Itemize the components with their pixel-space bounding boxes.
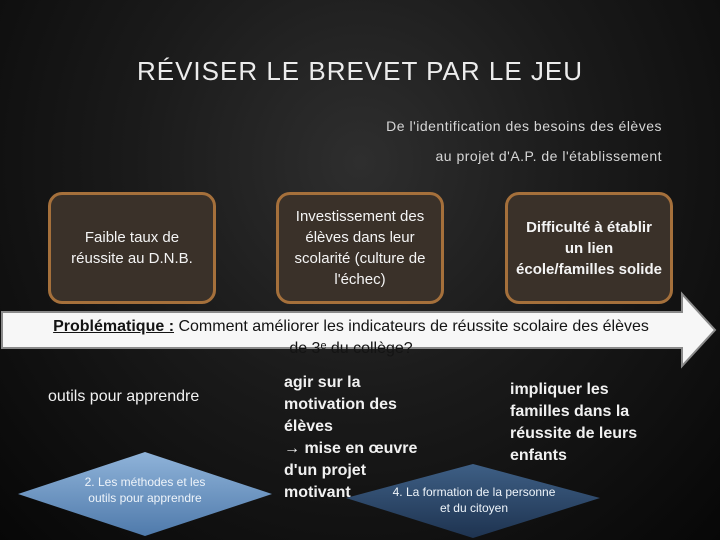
slide-title: RÉVISER LE BREVET PAR LE JEU (136, 56, 584, 86)
goal-motivation-line-5: d'un projet (284, 462, 367, 479)
goal-motivation-line-1: agir sur la (284, 374, 361, 391)
subtitle-line-1: De l'identification des besoins des élèves (386, 118, 662, 134)
problem-text-line-2: de 3ᵉ du collège? (289, 340, 413, 357)
need-box-low-success (48, 192, 216, 304)
need-box-student-investment (276, 192, 444, 304)
goal-motivation-line-3: élèves (284, 418, 333, 435)
subtitle-line-2: au projet d'A.P. de l'établissement (435, 148, 662, 164)
diamond-2-text: 2. Les méthodes et les outils pour apprendre (84, 475, 206, 505)
need-box-student-investment-text: Investissement des élèves dans leur scolarité (culture de l'échec) (294, 208, 426, 288)
diamond-4-text: 4. La formation de la personne et du citoyen (392, 485, 556, 515)
goal-motivation-line-6: motivant (284, 484, 351, 501)
problem-label: Problématique : (53, 318, 175, 335)
problem-statement (6, 316, 696, 360)
need-box-low-success-text: Faible taux de réussite au D.N.B. (71, 229, 193, 267)
need-box-family-link-text: Difficulté à établir un lien école/familles solide (516, 218, 662, 278)
goal-motivation-line-4: → mise en œuvre (284, 440, 418, 457)
goal-motivation-line-2: motivation des (284, 396, 397, 413)
goal-tools-text: outils pour apprendre (48, 388, 200, 405)
problem-text-line-1: Comment améliorer les indicateurs de réussite scolaire des élèves (174, 318, 649, 335)
goal-families-text: impliquer les familles dans la réussite de leurs enfants (510, 381, 638, 464)
need-box-family-link (505, 192, 673, 304)
